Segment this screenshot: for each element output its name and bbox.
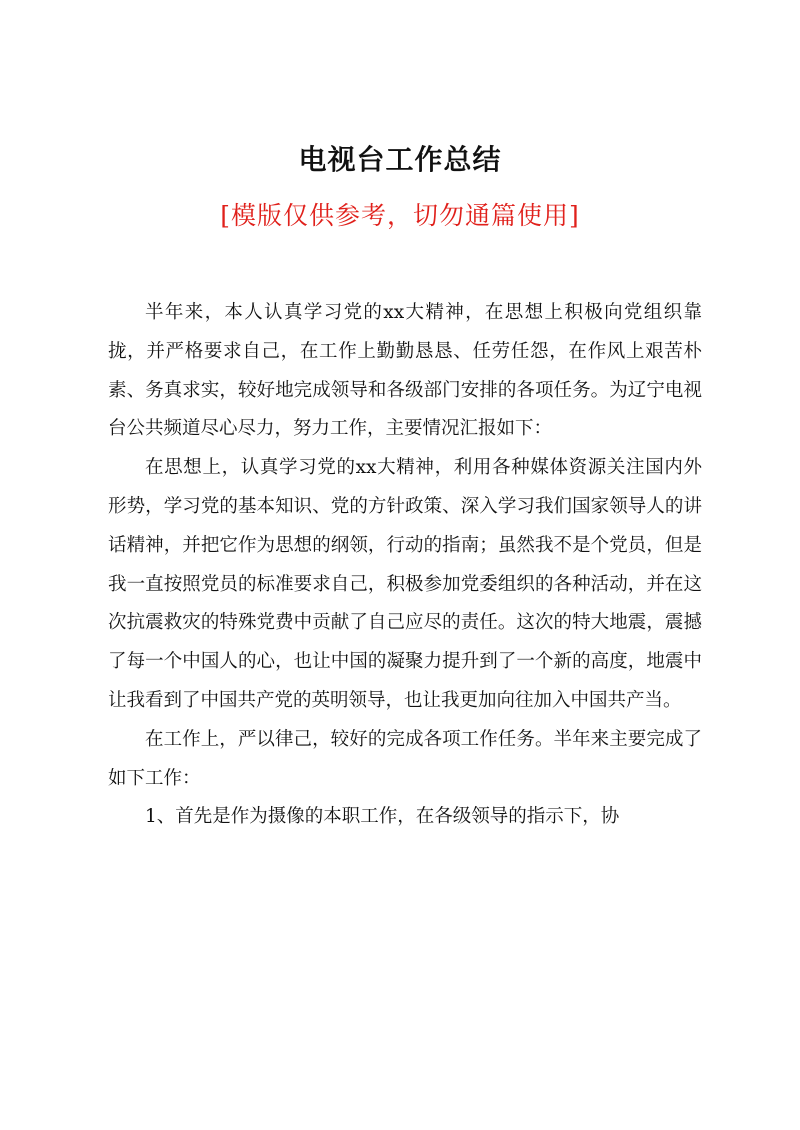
document-title: 电视台工作总结 <box>298 143 502 176</box>
paragraph-item-1: 1、首先是作为摄像的本职工作，在各级领导的指示下，协 <box>145 806 620 828</box>
paragraph-ideology: 在思想上，认真学习党的xx大精神，利用各种媒体资源关注国内外形势，学习党的基本知识、党的方针政策、深入学习我们国家领导人的讲话精神，并把它作为思想的纲领，行动的指南；虽然我不是个党员，但是我一直按照党员的标准要求自己，积极参加党委组织的各种活动，并在这次抗震救灾的特殊党费中贡献了自己应尽的责任。这次的特大地震，震撼了每一个中国人的心，也让中国的凝聚力提升到了一个新的高度，地震中让我看到了中国共产党的英明领导，也让我更加向往加入中国共产当。 <box>108 457 702 711</box>
document-body <box>108 294 702 837</box>
paragraph-work: 在工作上，严以律己，较好的完成各项工作任务。半年来主要完成了如下工作： <box>108 728 702 789</box>
template-notice: [模版仅供参考，切勿通篇使用] <box>220 201 580 230</box>
paragraph-intro: 半年来，本人认真学习党的xx大精神，在思想上积极向党组织靠拢，并严格要求自己，在工作上勤勤恳恳、任劳任怨，在作风上艰苦朴素、务真求实，较好地完成领导和各级部门安排的各项任务。为辽宁电视台公共频道尽心尽力，努力工作，主要情况汇报如下： <box>108 302 702 440</box>
